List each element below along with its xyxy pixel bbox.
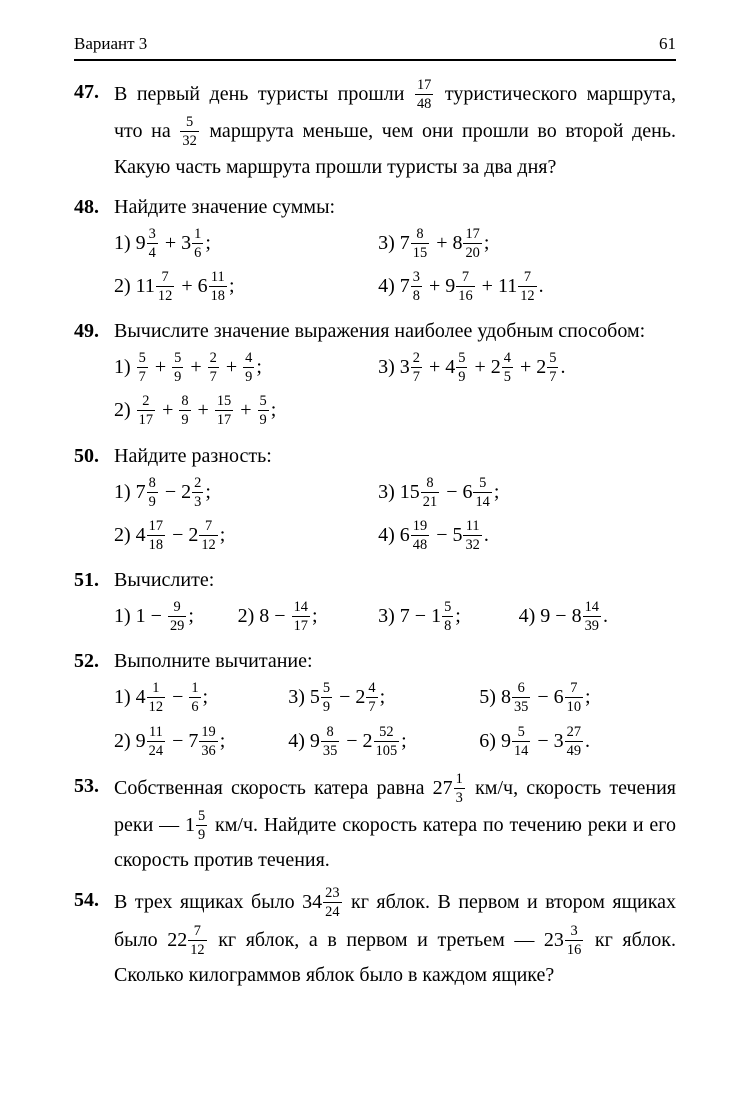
exercise-item: 3) 5 $\frac{5}{9}$ − 2 $\frac{4}{7}$ ; [288,680,386,716]
fraction-denominator: 10 [566,699,582,716]
fraction-numerator: 17 [463,226,481,244]
fraction-denominator: 12 [520,287,535,304]
fraction-denominator: 12 [148,699,164,716]
fraction-denominator: 9 [181,412,189,429]
fraction-denominator: 12 [190,941,205,958]
fraction-numerator: 5 [512,724,530,742]
fraction-numerator: 5 [172,350,183,368]
fraction [243,350,254,385]
fraction [292,599,310,634]
fraction [456,350,467,385]
fraction-denominator: 7 [138,369,146,386]
fraction [199,724,217,759]
fraction-denominator: 20 [465,244,480,261]
fraction-numerator: 5 [196,808,207,826]
exercise-items [114,226,676,307]
problem-text: Собственная скорость катера равна 27 $\frac{1}{3}$ км/ч, скорость течения реки — 1 $\frac{5}{9}$ км/ч. Найдите скорость катера по течению реки и его скорость против течения. [114,770,677,872]
fraction [172,350,183,385]
fraction-denominator: 18 [148,536,164,553]
fraction-numerator: 23 [323,885,341,903]
fraction-numerator: 7 [156,269,174,287]
fraction [411,518,429,553]
fraction-denominator: 9 [174,369,182,386]
exercise-item: 4) 7 $\frac{3}{8}$ + 9 $\frac{7}{16}$ + 11 $\frac{7}{12}$ . [378,268,544,304]
exercise-item: 2) 11 $\frac{7}{12}$ + 6 $\frac{11}{18}$ ; [114,268,235,304]
fraction-numerator: 2 [192,475,203,493]
fraction [156,269,174,304]
exercise-items [114,680,676,761]
fraction-numerator: 2 [411,350,422,368]
problem-body [114,646,676,762]
fraction [463,226,481,261]
problem-body [114,77,676,183]
page-number: 61 [659,34,676,53]
fraction-numerator: 5 [137,350,148,368]
exercise-item: 3) 3 $\frac{2}{7}$ + 4 $\frac{5}{9}$ + 2 $\frac{4}{5}$ + 2 $\frac{5}{7}$ . [378,350,566,386]
fraction-denominator: 48 [416,96,432,113]
exercise-items [114,599,676,636]
fraction-numerator: 7 [199,518,217,536]
fraction-numerator: 1 [192,226,203,244]
fraction [192,475,203,510]
fraction-numerator: 8 [421,475,439,493]
fraction [411,226,429,261]
problem-body [114,885,676,991]
fraction [565,923,583,958]
fraction-numerator: 1 [189,680,200,698]
fraction-denominator: 21 [422,493,438,510]
fraction [421,475,439,510]
fraction-denominator: 7 [368,699,376,716]
exercise-item: 5) 8 $\frac{6}{35}$ − 6 $\frac{7}{10}$ ; [479,680,591,716]
fraction [518,269,536,304]
fraction-denominator: 12 [157,287,173,304]
fraction-numerator: 17 [415,77,433,95]
fraction [168,599,186,634]
fraction [454,771,465,806]
fraction-numerator: 4 [243,350,254,368]
fraction-numerator: 8 [411,226,429,244]
fraction [147,226,158,261]
exercise-item: 4) 9 $\frac{8}{35}$ − 2 $\frac{52}{105}$ ; [288,723,407,759]
fraction-numerator: 27 [565,724,583,742]
fraction-denominator: 17 [138,412,154,429]
fraction [415,77,433,112]
fraction-denominator: 5 [503,369,511,386]
exercise-item: 2) 8 − $\frac{14}{17}$ ; [237,599,318,635]
fraction-denominator: 35 [322,742,338,759]
problem-number: 53. [74,774,99,797]
fraction [147,724,165,759]
fraction-numerator: 4 [366,680,377,698]
fraction-denominator: 3 [455,789,463,806]
problem-body [114,316,676,432]
fraction-denominator: 18 [210,287,225,304]
problem-51 [74,565,676,637]
problem-number: 50. [74,444,99,467]
fraction-numerator: 14 [292,599,310,617]
fraction-denominator: 17 [293,618,308,635]
problem-50 [74,441,676,557]
problem-body [114,192,676,308]
fraction [147,518,165,553]
exercise-intro: Найдите разность: [114,444,272,467]
problem-number: 51. [74,569,99,591]
fraction [321,680,332,715]
fraction-denominator: 9 [259,412,267,429]
fraction-numerator: 7 [456,269,474,287]
fraction-denominator: 9 [197,827,206,844]
fraction-numerator: 8 [179,393,190,411]
fraction-numerator: 7 [565,680,583,698]
fraction-denominator: 24 [148,742,164,759]
fraction-numerator: 9 [168,599,186,617]
fraction-numerator: 11 [147,724,165,742]
fraction-denominator: 14 [513,742,529,759]
fraction-denominator: 7 [549,369,557,386]
fraction-denominator: 16 [458,287,473,304]
problem-number: 49. [74,320,99,342]
problem-54 [74,885,676,991]
problem-body [114,565,676,637]
exercise-item: 3) 7 − 1 $\frac{5}{8}$ ; [378,599,461,635]
problem-47 [74,77,676,183]
problem-body [114,771,676,877]
fraction [512,724,530,759]
fraction-denominator: 7 [209,369,217,386]
fraction [192,226,203,261]
fraction-denominator: 3 [194,493,202,510]
fraction [456,269,474,304]
fraction-numerator: 1 [454,771,465,789]
exercise-item: 1) 4 $\frac{1}{12}$ − $\frac{1}{6}$ ; [114,680,209,716]
page-header [74,34,676,61]
fraction [208,350,219,385]
fraction [442,599,453,634]
fraction-denominator: 9 [245,369,253,386]
fraction [502,350,513,385]
fraction-numerator: 6 [512,680,530,698]
exercise-intro: Вычислите значение выражения наиболее удобным способом: [114,320,646,342]
problem-48 [74,192,676,308]
problem-53 [74,771,676,877]
problem-number: 52. [74,650,99,673]
fraction [463,518,481,553]
problem-49 [74,316,676,432]
fraction-denominator: 16 [566,941,582,958]
exercise-items [114,350,676,431]
fraction [366,680,377,715]
fraction-numerator: 4 [502,350,513,368]
fraction [188,923,206,958]
exercise-item: 3) 7 $\frac{8}{15}$ + 8 $\frac{17}{20}$ ; [378,225,490,261]
fraction-numerator: 7 [188,923,206,941]
fraction [137,350,148,385]
fraction [374,724,400,759]
exercise-intro: Найдите значение суммы: [114,195,336,218]
exercise-items [114,475,676,556]
content [74,61,676,991]
exercise-item: 2) 4 $\frac{17}{18}$ − 2 $\frac{7}{12}$ ; [114,517,226,553]
fraction-denominator: 105 [375,742,398,759]
fraction-denominator: 8 [412,287,420,304]
fraction-numerator: 5 [442,599,453,617]
fraction-denominator: 14 [475,493,490,510]
fraction-numerator: 19 [411,518,429,536]
fraction-denominator: 49 [566,742,582,759]
fraction-numerator: 17 [147,518,165,536]
exercise-item: 6) 9 $\frac{5}{14}$ − 3 $\frac{27}{49}$ . [479,723,591,759]
fraction-denominator: 17 [216,412,232,429]
fraction-numerator: 19 [199,724,217,742]
exercise-intro: Выполните вычитание: [114,650,313,673]
exercise-intro: Вычислите: [114,569,215,591]
fraction-denominator: 9 [322,699,331,716]
fraction-denominator: 48 [412,536,428,553]
fraction [209,269,227,304]
fraction-denominator: 7 [412,369,420,386]
fraction [189,680,200,715]
fraction-numerator: 5 [258,393,269,411]
fraction-denominator: 15 [412,244,428,261]
fraction [179,393,190,428]
fraction-numerator: 3 [147,226,158,244]
fraction-denominator: 9 [458,369,466,386]
fraction-numerator: 5 [547,350,558,368]
fraction [137,393,155,428]
fraction-numerator: 11 [463,518,481,536]
fraction-denominator: 32 [465,536,480,553]
fraction-numerator: 8 [147,475,158,493]
fraction-denominator: 12 [201,536,216,553]
fraction-denominator: 4 [148,244,156,261]
fraction [583,599,601,634]
fraction-numerator: 5 [456,350,467,368]
fraction [411,269,422,304]
problem-text: В первый день туристы прошли $\frac{17}{48}$ туристического маршрута, что на $\frac{5}{32}$ маршрута меньше, чем они прошли во второй день. Какую часть маршрута прошли туристы за два дня? [114,77,676,178]
fraction-numerator: 3 [411,269,422,287]
fraction-denominator: 6 [191,699,199,716]
exercise-item: 2) $\frac{2}{17}$ + $\frac{8}{9}$ + $\frac{15}{17}$ + $\frac{5}{9}$ ; [114,393,277,429]
exercise-item: 2) 9 $\frac{11}{24}$ − 7 $\frac{19}{36}$ ; [114,723,226,759]
fraction-numerator: 5 [321,680,332,698]
problem-body [114,441,676,557]
variant-label: Вариант 3 [74,34,148,53]
fraction [323,885,341,920]
fraction [512,680,530,715]
exercise-item: 4) 9 − 8 $\frac{14}{39}$ . [518,599,608,635]
fraction-denominator: 29 [169,618,185,635]
fraction-denominator: 8 [444,618,452,635]
fraction-denominator: 36 [201,742,216,759]
problem-number: 54. [74,889,99,912]
exercise-item: 1) 1 − $\frac{9}{29}$ ; [114,599,194,635]
fraction-numerator: 5 [180,114,198,132]
fraction-numerator: 5 [473,475,491,493]
fraction-denominator: 24 [325,904,340,921]
fraction-denominator: 32 [182,133,197,150]
fraction-numerator: 15 [215,393,233,411]
fraction [321,724,339,759]
fraction [258,393,269,428]
fraction-numerator: 3 [565,923,583,941]
fraction-numerator: 7 [518,269,536,287]
fraction-denominator: 6 [194,244,202,261]
fraction-denominator: 39 [584,618,599,635]
fraction-numerator: 11 [209,269,227,287]
fraction [565,724,583,759]
fraction-denominator: 35 [513,699,529,716]
fraction [565,680,583,715]
fraction [180,114,198,149]
problem-number: 48. [74,195,99,218]
exercise-item: 1) 7 $\frac{8}{9}$ − 2 $\frac{2}{3}$ ; [114,474,211,510]
fraction-numerator: 14 [583,599,601,617]
fraction [196,808,207,843]
fraction [215,393,233,428]
exercise-item: 4) 6 $\frac{19}{48}$ − 5 $\frac{11}{32}$ . [378,517,489,553]
fraction [473,475,491,510]
fraction [147,680,165,715]
fraction [547,350,558,385]
exercise-item: 3) 15 $\frac{8}{21}$ − 6 $\frac{5}{14}$ ; [378,474,500,510]
fraction-numerator: 2 [208,350,219,368]
fraction-denominator: 9 [148,493,156,510]
fraction [411,350,422,385]
fraction-numerator: 8 [321,724,339,742]
fraction [147,475,158,510]
fraction-numerator: 52 [374,724,400,742]
problem-text: В трех ящиках было 34 $\frac{23}{24}$ кг яблок. В первом и втором ящиках было 22 $\frac{7}{12}$ кг яблок, а в первом и третьем — 23 $\frac{3}{16}$ кг яблок. Сколько килограммов яблок было в каждом ящике? [114,885,677,986]
fraction-numerator: 2 [137,393,155,411]
fraction-numerator: 1 [147,680,165,698]
problem-number: 47. [74,81,99,103]
exercise-item: 1) 9 $\frac{3}{4}$ + 3 $\frac{1}{6}$ ; [114,225,211,261]
problem-52 [74,646,676,762]
exercise-item: 1) $\frac{5}{7}$ + $\frac{5}{9}$ + $\frac{2}{7}$ + $\frac{4}{9}$ ; [114,350,262,386]
fraction [199,518,217,553]
